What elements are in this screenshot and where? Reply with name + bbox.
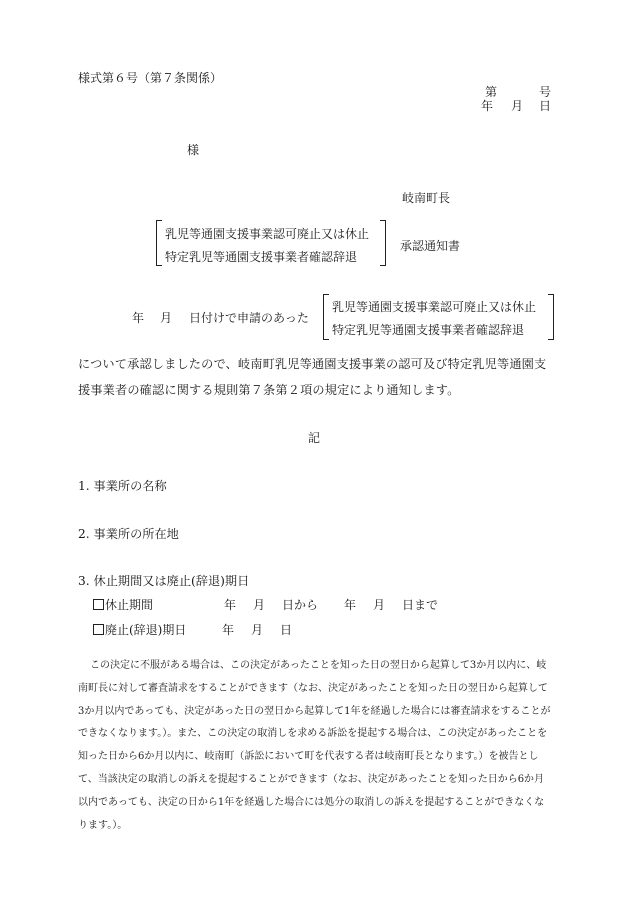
- abolition-day: 日: [280, 623, 293, 637]
- suspension-label: 休止期間: [105, 598, 154, 612]
- item-period-heading: 3. 休止期間又は廃止(辞退)期日: [78, 574, 250, 588]
- application-month: 月: [160, 311, 173, 325]
- ki-heading: 記: [308, 431, 321, 445]
- suspension-day-1: 日から: [282, 598, 319, 612]
- abolition-checkbox[interactable]: [93, 624, 104, 635]
- abolition-label: 廃止(辞退)期日: [105, 623, 187, 637]
- doc-number-dai: 第: [485, 85, 498, 99]
- addressee-suffix: 様: [187, 143, 200, 157]
- title-option-1: 乳児等通園支援事業認可廃止又は休止: [165, 227, 370, 241]
- abolition-year: 年: [222, 623, 235, 637]
- application-suffix: 日付けで申請のあった: [189, 311, 309, 325]
- doc-number-go: 号: [539, 85, 552, 99]
- suspension-checkbox[interactable]: [93, 599, 104, 610]
- suspension-year-2: 年: [344, 598, 357, 612]
- issuer: 岐南町長: [402, 191, 451, 205]
- bracket-left: [156, 220, 162, 266]
- item-name: 1. 事業所の名称: [78, 479, 167, 493]
- title-suffix: 承認通知書: [400, 239, 461, 253]
- suspension-month-1: 月: [253, 598, 266, 612]
- application-year: 年: [132, 311, 145, 325]
- form-label: 様式第６号（第７条関係）: [78, 71, 223, 85]
- suspension-year-1: 年: [224, 598, 237, 612]
- suspension-month-2: 月: [373, 598, 386, 612]
- bracket-left-2: [323, 294, 329, 340]
- title-option-2: 特定乳児等通園支援事業者確認辞退: [165, 250, 358, 264]
- bracket-right-2: [548, 294, 554, 340]
- appeal-notice: この決定に不服がある場合は、この決定があったことを知った日の翌日から起算して3か月以内に、岐南町長に対して審査請求をすることができます（なお、決定があったことを知った日の翌日から起算して3か月以内であっても、決定があった日の翌日から起算して1年を経過した場合には審査請求をすることができなくなります。）。また、この決定の取消しを求める訴訟を提起する場合は、この決定があったことを知った日から6か月以内に、岐南町（訴訟において町を代表する者は岐南町長となります。）を被告として、当該決定の取消しの訴えを提起することができます（なお、決定があったことを知った日から6か月以内であっても、決定の日から1年を経過した場合には処分の取消しの訴えを提起することができなくなります。）。: [78, 660, 551, 831]
- suspension-day-2: 日まで: [402, 598, 439, 612]
- application-option-1: 乳児等通園支援事業認可廃止又は休止: [332, 300, 537, 314]
- abolition-month: 月: [251, 623, 264, 637]
- date-month: 月: [511, 99, 524, 113]
- date-year: 年: [481, 99, 494, 113]
- item-location: 2. 事業所の所在地: [78, 527, 179, 541]
- date-day: 日: [539, 99, 552, 113]
- bracket-right: [380, 220, 386, 266]
- application-option-2: 特定乳児等通園支援事業者確認辞退: [332, 323, 525, 337]
- body-paragraph: について承認しましたので、岐南町乳児等通園支援事業の認可及び特定乳児等通園支援事業者の確認に関する規則第７条第２項の規定により通知します。: [78, 357, 547, 397]
